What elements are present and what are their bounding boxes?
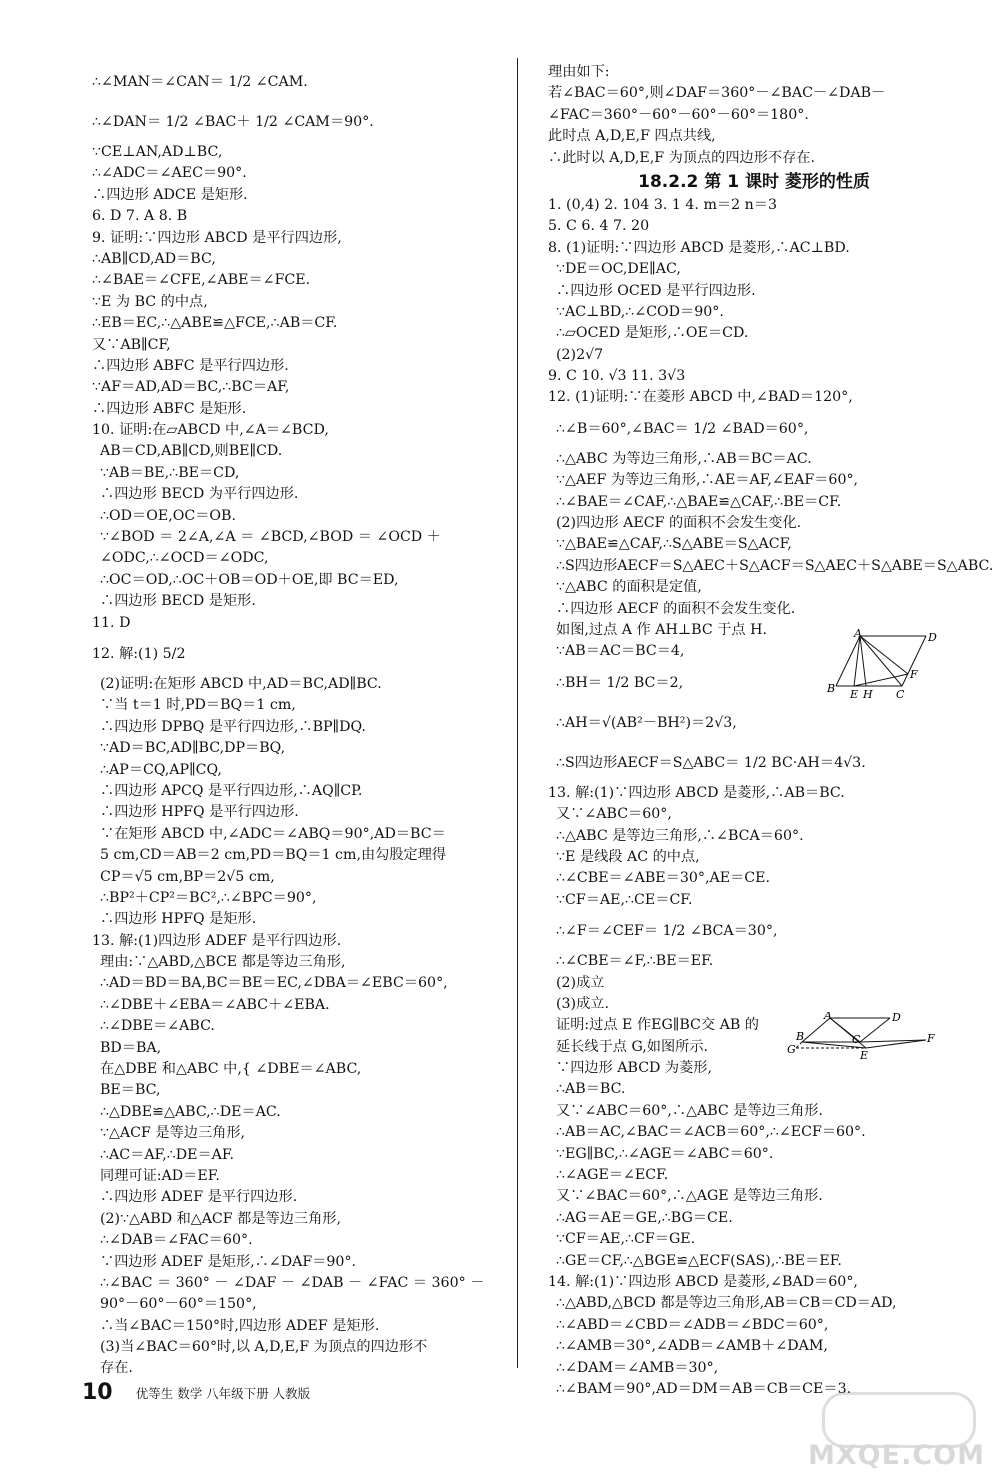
- text-line: ∴四边形 ADCE 是矩形.: [92, 186, 248, 203]
- text-line: ∵AB＝AC＝BC＝4,: [556, 643, 685, 660]
- text-line: ∴∠BAM＝90°,AD＝DM＝AB＝CB＝CE＝3.: [556, 1380, 852, 1397]
- text-line: ∵AD＝BC,AD∥BC,DP＝BQ,: [100, 740, 286, 757]
- text-line: ∴∠ADC＝∠AEC＝90°.: [92, 165, 247, 182]
- text-line: ∵AC⊥BD,∴∠COD＝90°.: [556, 303, 724, 320]
- rhombus-figure-2: [786, 1012, 938, 1064]
- text-line: ∴EB＝EC,∴△ABE≌△FCE,∴AB＝CF.: [92, 315, 338, 332]
- text-line: ∵CF＝AE,∴CE＝CF.: [556, 891, 693, 908]
- text-line: ∴∠F＝∠CEF＝ 1/2 ∠BCA＝30°,: [556, 923, 778, 940]
- text-line: ∵AB＝BE,∴BE＝CD,: [100, 464, 240, 481]
- text-line: ∴OD＝OE,OC＝OB.: [100, 507, 236, 524]
- text-line: ∵CE⊥AN,AD⊥BC,: [92, 144, 223, 160]
- text-line: 8. (1)证明:∵四边形 ABCD 是菱形,∴AC⊥BD.: [548, 239, 850, 256]
- fig2-label: F: [927, 1032, 935, 1045]
- text-line: ∵在矩形 ABCD 中,∠ADC＝∠ABQ＝90°,AD＝BC＝: [100, 825, 446, 842]
- text-line: ∴AP＝CQ,AP∥CQ,: [100, 761, 222, 778]
- text-line: ∴∠DAB＝∠FAC＝60°.: [100, 1232, 253, 1249]
- fig2-label: E: [860, 1049, 869, 1062]
- text-line: ∴∠BAC ＝ 360° － ∠DAF － ∠DAB － ∠FAC ＝ 360° －: [100, 1274, 485, 1291]
- text-line: AB＝CD,AB∥CD,则BE∥CD.: [100, 443, 283, 460]
- text-line: ∴四边形 BECD 为平行四边形.: [100, 486, 299, 503]
- text-line: 若∠BAC＝60°,则∠DAF＝360°－∠BAC－∠DAB－: [548, 85, 886, 102]
- text-line: ∵E 为 BC 的中点,: [92, 293, 208, 310]
- fig2-label: G: [787, 1043, 796, 1056]
- text-line: ∵△ABC 的面积是定值,: [556, 579, 702, 596]
- text-line: (2)四边形 AECF 的面积不会发生变化.: [556, 515, 802, 532]
- text-line: ∴∠DBE＝∠ABC.: [100, 1018, 215, 1035]
- text-line: ∠FAC＝360°－60°－60°－60°＝180°.: [548, 106, 809, 123]
- text-line: ∴∠ABD＝∠CBD＝∠ADB＝∠BDC＝60°,: [556, 1316, 829, 1333]
- text-line: 在△DBE 和△ABC 中,{ ∠DBE＝∠ABC,: [100, 1061, 362, 1078]
- text-line: ∴四边形 APCQ 是平行四边形,∴AQ∥CP.: [100, 782, 363, 799]
- text-line: ∴AC＝AF,∴DE＝AF.: [100, 1146, 235, 1163]
- text-line: BD＝BA,: [100, 1039, 162, 1056]
- fig1-label: C: [896, 688, 905, 700]
- text-line: 此时点 A,D,E,F 四点共线,: [548, 128, 716, 145]
- text-line: 5. C 6. 4 7. 20: [548, 218, 650, 235]
- book-info: 优等生 数学 八年级下册 人教版: [135, 1385, 311, 1401]
- text-line: ∴四边形 OCED 是平行四边形.: [556, 282, 756, 299]
- text-line: 90°－60°－60°＝150°,: [100, 1296, 257, 1313]
- text-line: 14. 解:(1)∵四边形 ABCD 是菱形,∠BAD＝60°,: [548, 1273, 858, 1290]
- text-line: ∴AB∥CD,AD＝BC,: [92, 250, 216, 267]
- text-line: ∴GE＝CF,∴△BGE≌△ECF(SAS),∴BE＝EF.: [556, 1252, 842, 1269]
- text-line: ∴∠BAE＝∠CFE,∠ABE＝∠FCE.: [92, 272, 311, 289]
- text-line: 9. C 10. √3 11. 3√3: [548, 368, 686, 385]
- text-line: ∴∠CBE＝∠ABE＝30°,AE＝CE.: [556, 870, 771, 887]
- text-line: ∴当∠BAC＝150°时,四边形 ADEF 是矩形.: [100, 1317, 380, 1334]
- text-line: 12. (1)证明:∵在菱形 ABCD 中,∠BAD＝120°,: [548, 389, 853, 406]
- fig2-label: A: [824, 1012, 832, 1022]
- text-line: ∴四边形 HPFQ 是平行四边形.: [100, 804, 299, 821]
- fig1-label: E: [850, 688, 859, 700]
- text-line: 理由:∵△ABD,△BCE 都是等边三角形,: [100, 954, 346, 971]
- text-line: 6. D 7. A 8. B: [92, 208, 188, 225]
- text-line: (2)成立: [556, 974, 605, 991]
- text-line: ∴四边形 HPFQ 是矩形.: [100, 911, 257, 928]
- text-line: ∴四边形 AECF 的面积不会发生变化.: [556, 600, 796, 617]
- text-line: ∵EG∥BC,∴∠AGE＝∠ABC＝60°.: [556, 1145, 774, 1162]
- text-line: ∴此时以 A,D,E,F 为顶点的四边形不存在.: [548, 149, 815, 166]
- text-line: (2)证明:在矩形 ABCD 中,AD＝BC,AD∥BC.: [100, 675, 382, 692]
- section-title: 18.2.2 第 1 课时 菱形的性质: [638, 171, 870, 192]
- text-line: ∴BH＝ 1/2 BC＝2,: [556, 674, 684, 691]
- fig1-label: A: [854, 628, 862, 640]
- text-line: ∴四边形 ADEF 是平行四边形.: [100, 1189, 298, 1206]
- text-line: ∴∠MAN＝∠CAN＝ 1/2 ∠CAM.: [92, 74, 308, 90]
- text-line: ∴AH＝√(AB²－BH²)＝2√3,: [556, 714, 737, 731]
- text-line: ∴△DBE≌△ABC,∴DE＝AC.: [100, 1103, 281, 1120]
- text-line: 又∵AB∥CF,: [92, 336, 171, 353]
- text-line: 又∵∠ABC＝60°,: [556, 806, 672, 823]
- rhombus-figure-1: [826, 628, 938, 700]
- text-line: 理由如下:: [548, 64, 610, 80]
- text-line: 10. 证明:在▱ABCD 中,∠A＝∠BCD,: [92, 422, 329, 439]
- text-line: ∴四边形 ABFC 是矩形.: [92, 400, 247, 417]
- fig2-label: C: [852, 1033, 861, 1046]
- text-line: ∵CF＝AE,∴CF＝GE.: [556, 1231, 696, 1248]
- text-line: 同理可证:AD＝EF.: [100, 1167, 220, 1184]
- text-line: (3)当∠BAC＝60°时,以 A,D,E,F 为顶点的四边形不: [100, 1339, 428, 1356]
- text-line: 又∵∠ABC＝60°,∴△ABC 是等边三角形.: [556, 1102, 823, 1119]
- text-line: ∵当 t＝1 时,PD＝BQ＝1 cm,: [100, 697, 296, 714]
- column-divider: [517, 58, 518, 1368]
- right-column: [548, 62, 994, 1400]
- fig1-label: F: [910, 668, 918, 681]
- text-line: 证明:过点 E 作EG∥BC交 AB 的: [556, 1017, 759, 1034]
- page-footer: [82, 1380, 310, 1405]
- fig1-label: B: [827, 682, 836, 695]
- fig1-label: D: [928, 631, 937, 644]
- text-line: ∴∠AMB＝30°,∠ADB＝∠AMB＋∠DAM,: [556, 1338, 828, 1355]
- text-line: 如图,过点 A 作 AH⊥BC 于点 H.: [556, 621, 768, 638]
- text-line: ∴∠DBE＋∠EBA＝∠ABC＋∠EBA.: [100, 996, 330, 1013]
- left-column: [92, 62, 492, 1380]
- text-line: ∴△ABD,△BCD 都是等边三角形,AB＝CB＝CD＝AD,: [556, 1295, 897, 1312]
- text-line: ∴AB＝AC,∠BAC＝∠ACB＝60°,∴∠ECF＝60°.: [556, 1124, 866, 1141]
- text-line: ∴∠B＝60°,∠BAC＝ 1/2 ∠BAD＝60°,: [556, 420, 809, 437]
- text-line: ∴S四边形AECF＝S△ABC＝ 1/2 BC·AH＝4√3.: [556, 754, 866, 771]
- text-line: ∴△ABC 为等边三角形,∴AB＝BC＝AC.: [556, 450, 812, 467]
- text-line: 延长线于点 G,如图所示.: [556, 1038, 709, 1055]
- text-line: ∴∠AGE＝∠ECF.: [556, 1167, 669, 1184]
- text-line: ∴▱OCED 是矩形,∴OE＝CD.: [556, 325, 749, 342]
- text-line: ∴AG＝AE＝GE,∴BG＝CE.: [556, 1209, 733, 1226]
- text-line: ∴△ABC 是等边三角形,∴∠BCA＝60°.: [556, 827, 804, 844]
- text-line: ∴AD＝BD＝BA,BC＝BE＝EC,∠DBA＝∠EBC＝60°,: [100, 975, 448, 992]
- text-line: ∴OC＝OD,∴OC＋OB＝OD＋OE,即 BC＝ED,: [100, 571, 399, 588]
- text-line: BE＝BC,: [100, 1082, 161, 1099]
- text-line: ∵∠BOD ＝ 2∠A,∠A ＝ ∠BCD,∠BOD ＝ ∠OCD ＋: [100, 529, 441, 546]
- text-line: ∴∠DAM＝∠AMB＝30°,: [556, 1359, 719, 1376]
- text-line: ∵△BAE≌△CAF,∴S△ABE＝S△ACF,: [556, 536, 792, 553]
- text-line: 5 cm,CD＝AB＝2 cm,PD＝BQ＝1 cm,由勾股定理得: [100, 847, 447, 864]
- text-line: ∴BP²＋CP²＝BC²,∴∠BPC＝90°,: [100, 889, 317, 906]
- text-line: 9. 证明:∵四边形 ABCD 是平行四边形,: [92, 229, 342, 246]
- text-line: ∵△ACF 是等边三角形,: [100, 1125, 246, 1142]
- page-number: 10: [82, 1380, 113, 1405]
- text-line: 1. (0,4) 2. 104 3. 1 4. m＝2 n＝3: [548, 196, 777, 213]
- site-watermark: [808, 1392, 985, 1477]
- text-line: ∴∠DAN＝ 1/2 ∠BAC＋ 1/2 ∠CAM＝90°.: [92, 114, 374, 130]
- text-line: (2)2√7: [556, 346, 604, 363]
- text-line: 11. D: [92, 614, 131, 631]
- text-line: ∵DE＝OC,DE∥AC,: [556, 261, 681, 278]
- text-line: ∴四边形 DPBQ 是平行四边形,∴BP∥DQ.: [100, 718, 366, 735]
- text-line: 13. 解:(1)四边形 ADEF 是平行四边形.: [92, 932, 342, 949]
- text-line: ∵AF＝AD,AD＝BC,∴BC＝AF,: [92, 379, 290, 396]
- text-line: (3)成立.: [556, 995, 609, 1012]
- text-line: ∵四边形 ADEF 是矩形,∴∠DAF＝90°.: [100, 1253, 357, 1270]
- text-line: ∴AB＝BC.: [556, 1081, 626, 1098]
- fig1-label: H: [863, 688, 873, 700]
- text-line: ∴四边形 ABFC 是平行四边形.: [92, 357, 289, 374]
- text-line: (2)∵△ABD 和△ACF 都是等边三角形,: [100, 1210, 341, 1227]
- text-line: ∴四边形 BECD 是矩形.: [100, 593, 256, 610]
- text-line: ∴S四边形AECF＝S△AEC＋S△ACF＝S△AEC＋S△ABE＝S△ABC.: [556, 557, 994, 574]
- text-line: ∴∠CBE＝∠F,∴BE＝EF.: [556, 953, 714, 970]
- fig2-label: D: [892, 1012, 901, 1024]
- text-line: ∠ODC,∴∠OCD＝∠ODC,: [100, 550, 269, 567]
- text-line: 又∵∠BAC＝60°,∴△AGE 是等边三角形.: [556, 1188, 823, 1205]
- text-line: 存在.: [100, 1360, 133, 1377]
- watermark-text: MXQE.COM: [808, 1440, 985, 1471]
- text-line: 13. 解:(1)∵四边形 ABCD 是菱形,∴AB＝BC.: [548, 784, 845, 801]
- fig2-label: B: [796, 1030, 805, 1043]
- text-line: ∵四边形 ABCD 为菱形,: [556, 1060, 713, 1077]
- text-line: 12. 解:(1) 5/2: [92, 645, 186, 662]
- text-line: ∵△AEF 为等边三角形,∴AE＝AF,∠EAF＝60°,: [556, 472, 859, 489]
- text-line: ∵E 是线段 AC 的中点,: [556, 848, 700, 865]
- text-line: ∴∠BAE＝∠CAF,∴△BAE≌△CAF,∴BE＝CF.: [556, 493, 842, 510]
- text-line: CP＝√5 cm,BP＝2√5 cm,: [100, 868, 275, 885]
